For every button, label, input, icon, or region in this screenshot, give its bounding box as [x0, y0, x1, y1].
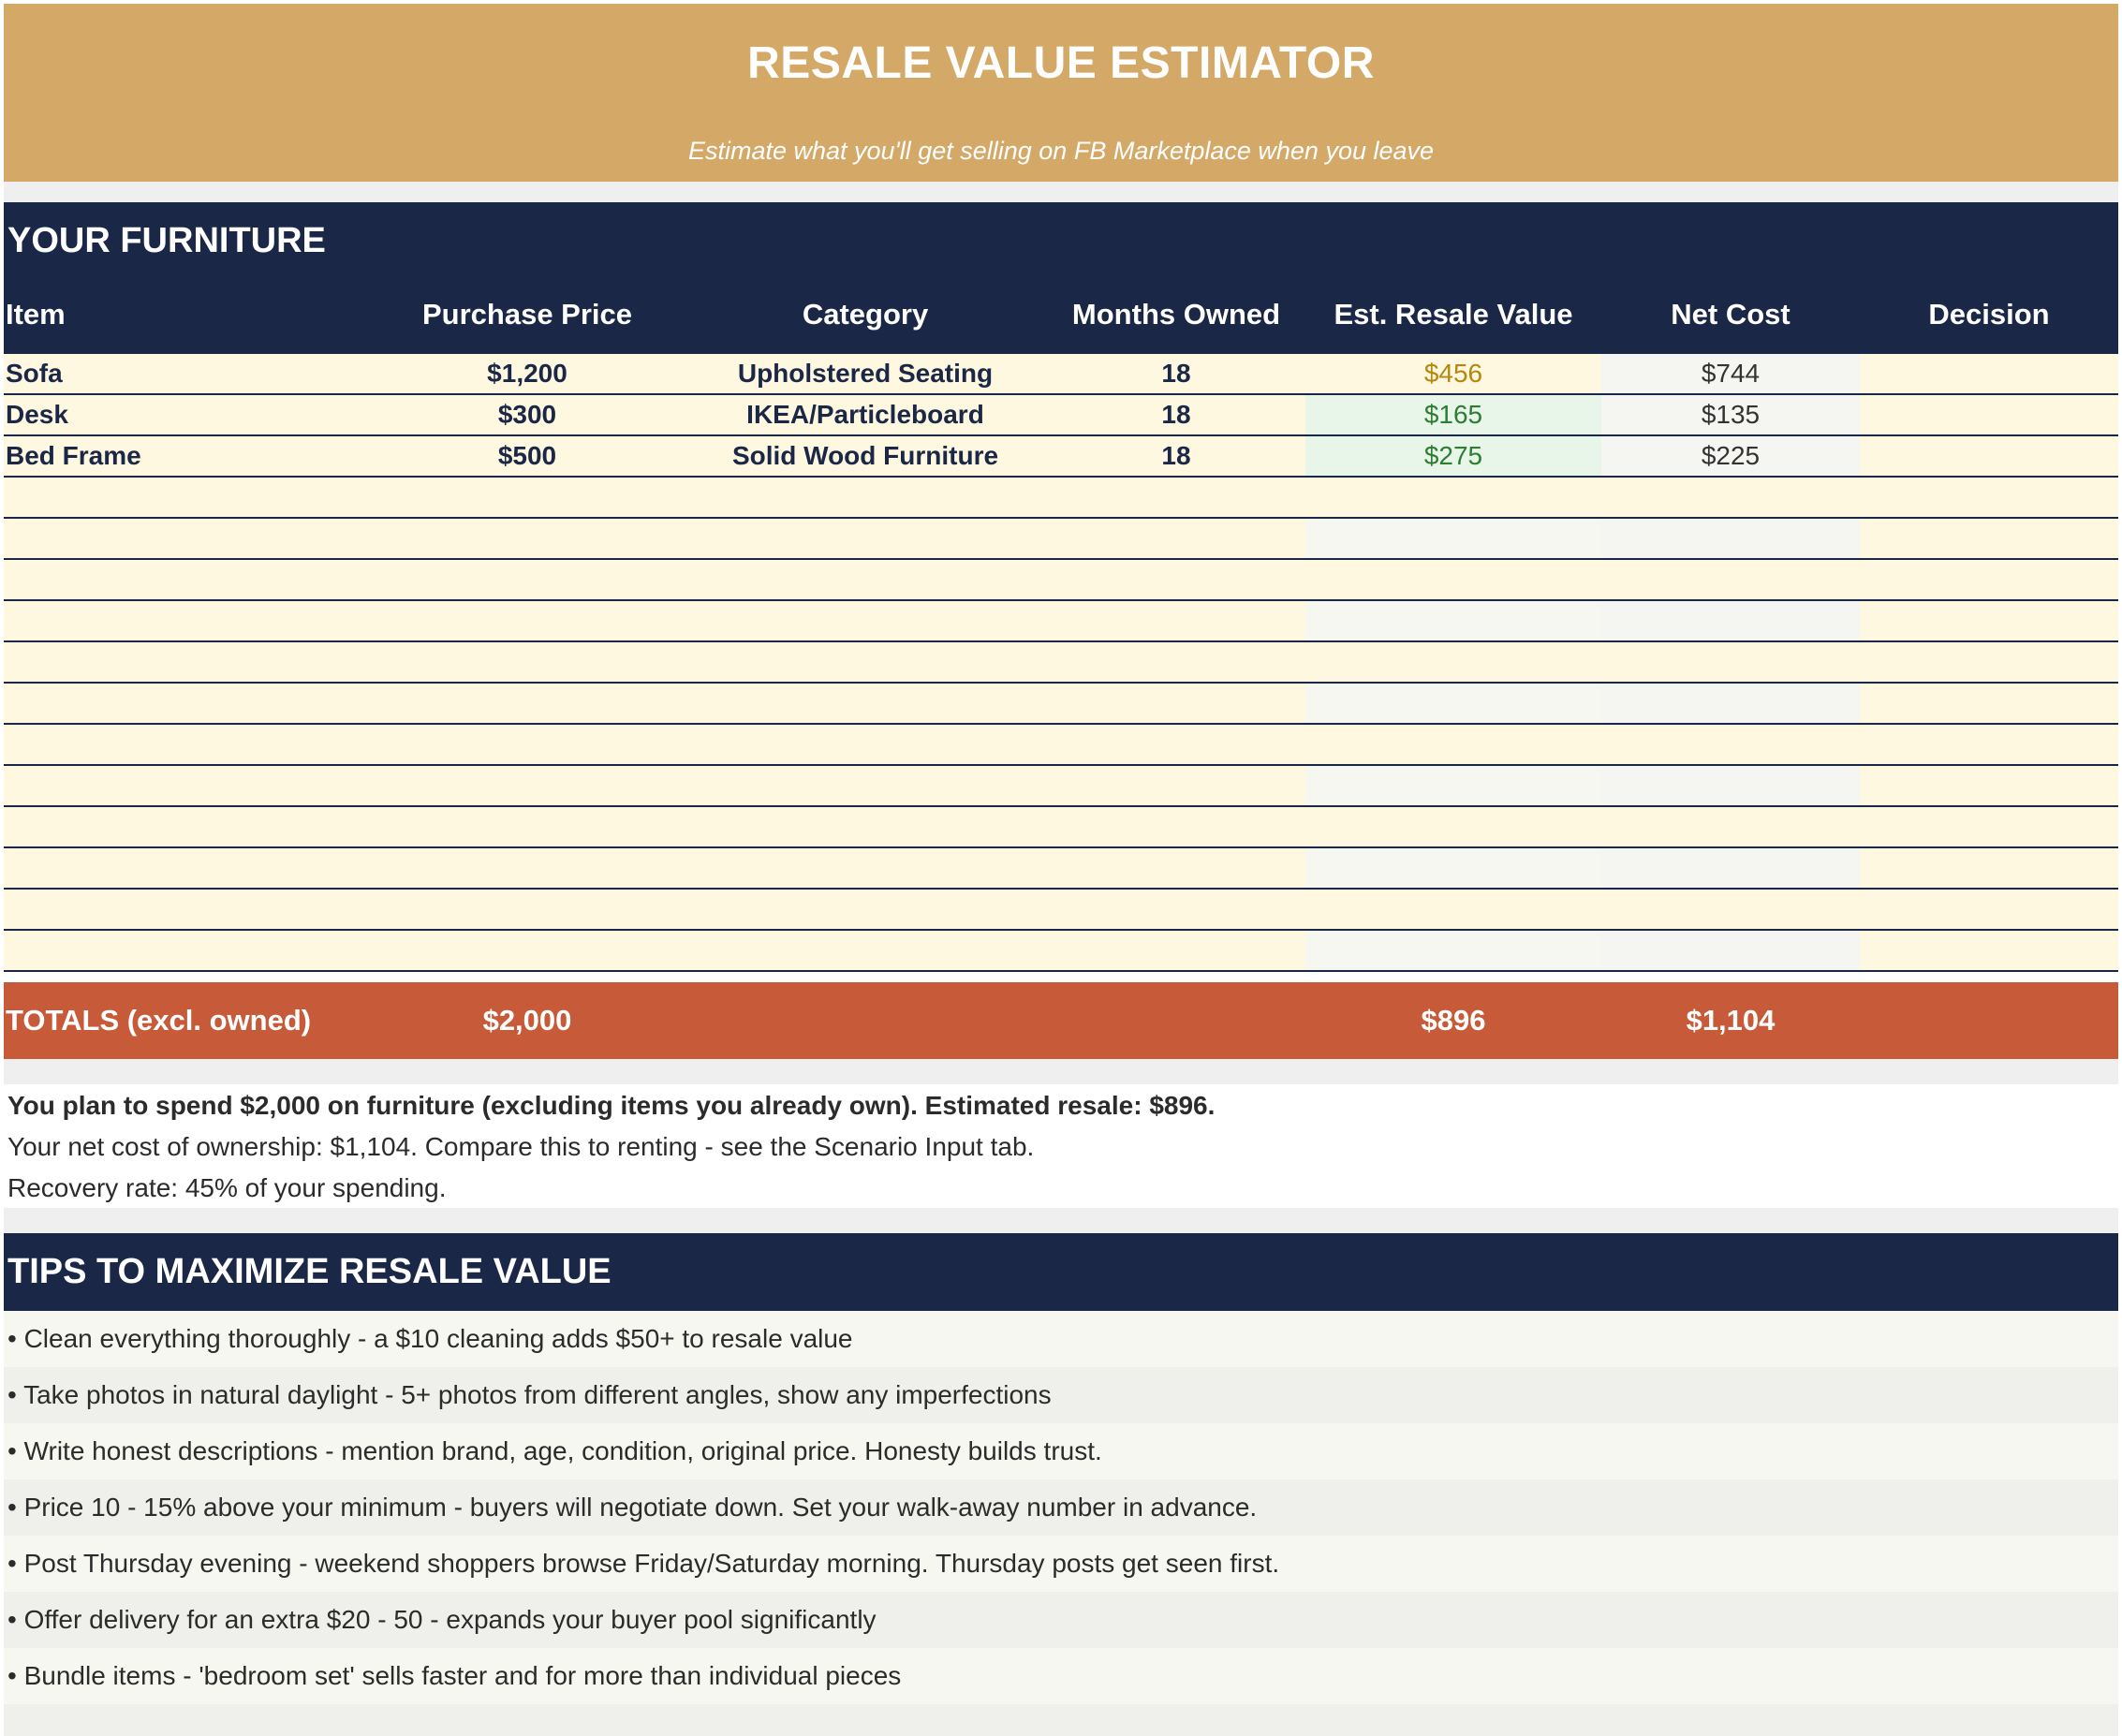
cell-months-owned[interactable]: 18 [1161, 441, 1191, 470]
cell-net-cost[interactable] [1601, 931, 1860, 970]
cell-resale-value[interactable]: $456 [1423, 359, 1483, 388]
totals-row [4, 982, 2118, 1059]
empty-table-row[interactable] [4, 478, 2118, 519]
totals-purchase-price: $2,000 [482, 1004, 572, 1037]
cell-net-cost[interactable]: $135 [1601, 395, 1860, 434]
cell-purchase-price[interactable]: $1,200 [487, 359, 567, 388]
col-header-months-owned: Months Owned [1071, 298, 1281, 331]
cell-net-cost[interactable]: $225 [1601, 436, 1860, 476]
empty-table-row[interactable] [4, 807, 2118, 848]
cell-months-owned[interactable]: 18 [1161, 359, 1191, 388]
cell-purchase-price[interactable]: $300 [497, 400, 557, 429]
empty-table-row[interactable] [4, 560, 2118, 601]
cell-net-cost[interactable] [1601, 601, 1860, 640]
cell-net-cost[interactable] [1601, 684, 1860, 723]
cell-months-owned[interactable]: 18 [1161, 400, 1191, 429]
tips-section-title: TIPS TO MAXIMIZE RESALE VALUE [7, 1252, 612, 1291]
empty-table-row[interactable] [4, 848, 2118, 890]
title-banner [4, 4, 2118, 182]
cell-category[interactable]: IKEA/Particleboard [746, 400, 984, 429]
tip-item: • Take photos in natural daylight - 5+ photos from different angles, show any imperfections [4, 1367, 2118, 1423]
cell-resale-value[interactable] [1305, 931, 1601, 970]
cell-net-cost[interactable] [1601, 848, 1860, 888]
spacer [4, 182, 2118, 202]
cell-net-cost[interactable]: $744 [1601, 354, 1860, 393]
spacer [4, 1059, 2118, 1084]
cell-net-cost[interactable] [1601, 766, 1860, 805]
cell-resale-value[interactable] [1305, 848, 1601, 888]
tip-item: • Offer delivery for an extra $20 - 50 - expands your buyer pool significantly [4, 1592, 2118, 1648]
totals-label: TOTALS (excl. owned) [6, 1004, 312, 1037]
cell-decision[interactable] [1860, 354, 2118, 393]
table-row[interactable] [4, 395, 2118, 436]
empty-table-row[interactable] [4, 766, 2118, 807]
cell-resale-value[interactable] [1305, 519, 1601, 558]
tip-item: • Write honest descriptions - mention brand, age, condition, original price. Honesty builds trust. [4, 1423, 2118, 1479]
tips-section-header [4, 1233, 2118, 1311]
totals-resale-value: $896 [1421, 1004, 1486, 1037]
spacer [4, 1208, 2118, 1233]
cell-item[interactable]: Desk [6, 400, 68, 429]
empty-table-row[interactable] [4, 890, 2118, 931]
furniture-section-title: YOUR FURNITURE [7, 221, 326, 260]
empty-table-row[interactable] [4, 519, 2118, 560]
empty-table-row[interactable] [4, 642, 2118, 684]
table-row[interactable] [4, 354, 2118, 395]
tip-item-empty [4, 1704, 2118, 1736]
col-header-category: Category [802, 298, 929, 331]
empty-table-row[interactable] [4, 931, 2118, 972]
tip-item: • Clean everything thoroughly - a $10 cleaning adds $50+ to resale value [4, 1311, 2118, 1367]
col-header-decision: Decision [1928, 298, 2050, 331]
page-title: RESALE VALUE ESTIMATOR [747, 38, 1375, 88]
col-header-item: Item [6, 298, 66, 331]
cell-resale-value[interactable] [1305, 684, 1601, 723]
empty-table-row[interactable] [4, 725, 2118, 766]
tip-item: • Post Thursday evening - weekend shoppers browse Friday/Saturday morning. Thursday posts get seen first. [4, 1536, 2118, 1592]
empty-table-row[interactable] [4, 684, 2118, 725]
cell-resale-value[interactable]: $165 [1305, 395, 1601, 434]
cell-decision[interactable] [1860, 395, 2118, 434]
cell-category[interactable]: Solid Wood Furniture [731, 441, 999, 470]
cell-category[interactable]: Upholstered Seating [737, 359, 994, 388]
tip-item: • Bundle items - 'bedroom set' sells faster and for more than individual pieces [4, 1648, 2118, 1704]
col-header-resale-value: Est. Resale Value [1334, 298, 1573, 331]
cell-resale-value[interactable]: $275 [1305, 436, 1601, 476]
cell-item[interactable]: Sofa [6, 359, 63, 388]
table-row[interactable] [4, 436, 2118, 478]
cell-item[interactable]: Bed Frame [6, 441, 141, 470]
tip-item: • Price 10 - 15% above your minimum - buyers will negotiate down. Set your walk-away number in advance. [4, 1479, 2118, 1536]
empty-table-row[interactable] [4, 601, 2118, 642]
col-header-net-cost: Net Cost [1671, 298, 1790, 331]
cell-resale-value[interactable] [1305, 766, 1601, 805]
summary-net-cost: Your net cost of ownership: $1,104. Compare this to renting - see the Scenario Input tab. [7, 1132, 1035, 1161]
totals-net-cost: $1,104 [1686, 1004, 1776, 1037]
cell-net-cost[interactable] [1601, 519, 1860, 558]
cell-decision[interactable] [1860, 436, 2118, 476]
cell-purchase-price[interactable]: $500 [497, 441, 557, 470]
summary-headline: You plan to spend $2,000 on furniture (excluding items you already own). Estimated resale: $896. [7, 1091, 1216, 1120]
col-header-purchase-price: Purchase Price [421, 298, 633, 331]
page-subtitle: Estimate what you'll get selling on FB Marketplace when you leave [687, 137, 1435, 165]
cell-resale-value[interactable] [1305, 601, 1601, 640]
summary-recovery-rate: Recovery rate: 45% of your spending. [7, 1173, 447, 1202]
